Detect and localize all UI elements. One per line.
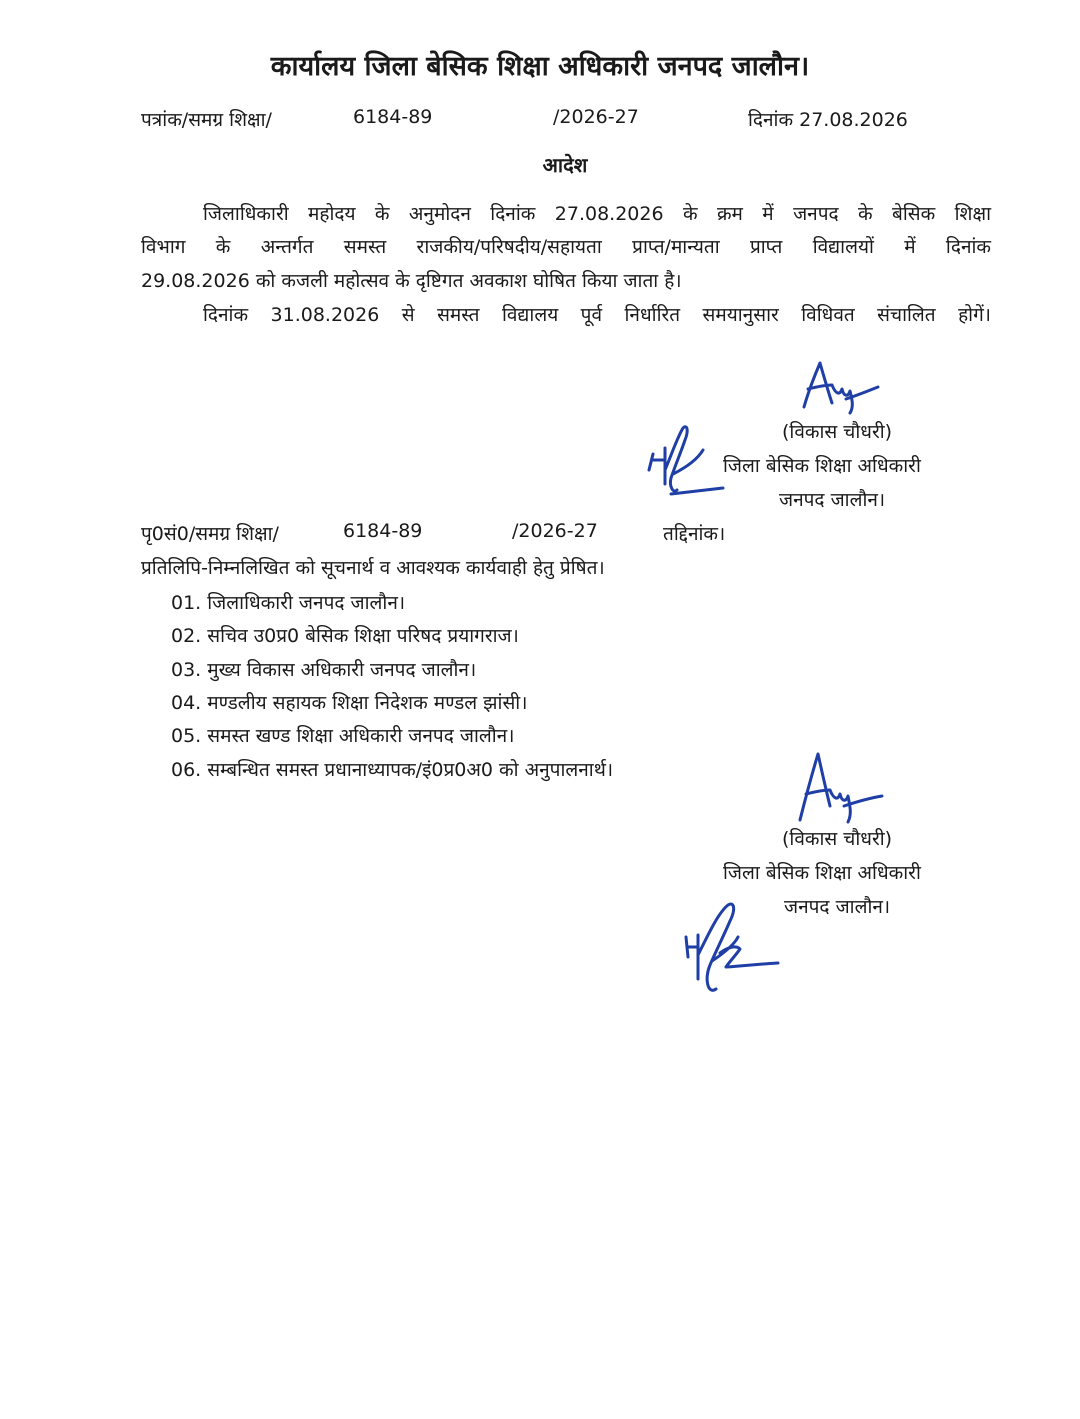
signatory-1-district: जनपद जालौन। xyxy=(779,489,886,511)
order-para1-line3: 29.08.2026 को कजली महोत्सव के दृष्टिगत अवकाश घोषित किया जाता है। xyxy=(141,270,682,292)
recipient-item: 06. सम्बन्धित समस्त प्रधानाध्यापक/इं0प्र0अ0 को अनुपालनार्थ। xyxy=(171,759,614,781)
signature-1-lower-graphic xyxy=(643,420,733,505)
endorsement-date: तद्दिनांक। xyxy=(663,523,726,545)
order-heading: आदेश xyxy=(542,153,588,177)
reference-date: दिनांक 27.08.2026 xyxy=(748,109,908,131)
endorsement-prefix: पृ0सं0/समग्र शिक्षा/ xyxy=(141,523,279,545)
reference-year: /2026-27 xyxy=(553,106,639,128)
office-title: कार्यालय जिला बेसिक शिक्षा अधिकारी जनपद जालौन। xyxy=(270,51,810,82)
signatory-2-name: (विकास चौधरी) xyxy=(782,828,893,850)
signature-1-upper-graphic xyxy=(790,355,885,417)
signatory-1-name: (विकास चौधरी) xyxy=(782,421,893,443)
signatory-2-district: जनपद जालौन। xyxy=(784,896,891,918)
endorsement-number: 6184-89 xyxy=(343,520,423,542)
recipient-item: 05. समस्त खण्ड शिक्षा अधिकारी जनपद जालौन। xyxy=(171,725,515,747)
endorsement-year: /2026-27 xyxy=(512,520,598,542)
order-para2: दिनांक 31.08.2026 से समस्त विद्यालय पूर्व निर्धारित समयानुसार विधिवत संचालित होगें। xyxy=(203,304,991,326)
signatory-1-designation: जिला बेसिक शिक्षा अधिकारी xyxy=(723,455,921,477)
reference-prefix: पत्रांक/समग्र शिक्षा/ xyxy=(141,109,272,131)
recipient-item: 01. जिलाधिकारी जनपद जालौन। xyxy=(171,592,406,614)
signature-2-lower-graphic xyxy=(678,895,783,1000)
recipient-item: 03. मुख्य विकास अधिकारी जनपद जालौन। xyxy=(171,659,477,681)
order-para1-line2: विभाग के अन्तर्गत समस्त राजकीय/परिषदीय/सहायता प्राप्त/मान्यता प्राप्त विद्यालयों में दिनांक xyxy=(141,236,991,258)
reference-number: 6184-89 xyxy=(353,106,433,128)
recipient-item: 02. सचिव उ0प्र0 बेसिक शिक्षा परिषद प्रयागराज। xyxy=(171,625,519,647)
recipient-item: 04. मण्डलीय सहायक शिक्षा निदेशक मण्डल झांसी। xyxy=(171,692,528,714)
signature-2-upper-graphic xyxy=(790,750,890,830)
endorsement-intro: प्रतिलिपि-निम्नलिखित को सूचनार्थ व आवश्यक कार्यवाही हेतु प्रेषित। xyxy=(141,557,605,579)
signatory-2-designation: जिला बेसिक शिक्षा अधिकारी xyxy=(723,862,921,884)
order-para1-line1: जिलाधिकारी महोदय के अनुमोदन दिनांक 27.08.2026 के क्रम में जनपद के बेसिक शिक्षा xyxy=(203,203,991,225)
